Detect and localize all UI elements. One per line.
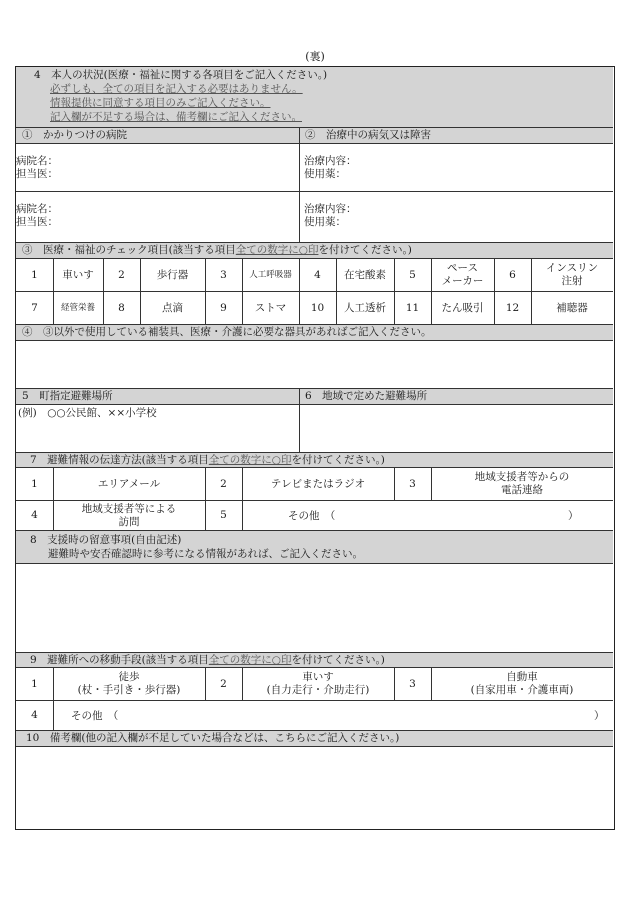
town-evac-header: 5 町指定避難場所 bbox=[22, 390, 113, 402]
section4-header bbox=[16, 67, 613, 127]
section9-row-1: 1 徒歩 (杖・手引き・歩行器) 2 車いす (自力走行・介助走行) 3 自動車 (自家用車・介護車両) bbox=[16, 667, 613, 700]
evac-header-row bbox=[16, 388, 613, 404]
check-label: 車いす bbox=[62, 268, 94, 281]
check-label: 在宅酸素 bbox=[344, 268, 386, 281]
local-evac-header: 6 地域で定めた避難場所 bbox=[305, 390, 428, 402]
check-num: 11 bbox=[405, 301, 420, 314]
hospital-name-label: 病院名： bbox=[16, 203, 58, 215]
hospital-header: ① かかりつけの病院 bbox=[22, 129, 127, 141]
check-num: 1 bbox=[31, 268, 38, 281]
check-num: 3 bbox=[220, 268, 227, 281]
hospital-entry-2 bbox=[16, 191, 613, 242]
medicine-label: 使用薬： bbox=[304, 168, 346, 180]
check-num: 10 bbox=[310, 301, 325, 314]
check-label: 点滴 bbox=[162, 301, 183, 314]
check-label: たん吸引 bbox=[441, 301, 484, 314]
form-frame bbox=[15, 66, 615, 830]
check-row-2 bbox=[16, 291, 613, 324]
check-num: 7 bbox=[31, 301, 38, 314]
evac-entry bbox=[16, 404, 613, 452]
section10-header: 10 備考欄(他の記入欄が不足していた場合などは、こちらにご記入ください。) bbox=[16, 730, 613, 746]
hospital-header-row bbox=[16, 127, 613, 143]
doctor-label: 担当医： bbox=[16, 216, 58, 228]
equipment-entry bbox=[16, 340, 613, 388]
section4-note-3: 記入欄が不足する場合は、備考欄にご記入ください。 bbox=[50, 111, 302, 123]
check-row-1 bbox=[16, 258, 613, 291]
page-title: (裏) bbox=[305, 50, 325, 63]
section4-title: 4 本人の状況(医療・福祉に関する各項目をご記入ください。) bbox=[34, 69, 328, 81]
treatment-label: 治療内容： bbox=[304, 203, 357, 215]
check-label: ストマ bbox=[254, 301, 287, 314]
section4-note-2: 情報提供に同意する項目のみご記入ください。 bbox=[50, 97, 271, 109]
section8-entry bbox=[16, 563, 613, 652]
check-label: 補聴器 bbox=[556, 301, 588, 314]
treatment-label: 治療内容： bbox=[304, 155, 357, 167]
section7-header: 7 避難情報の伝達方法(該当する項目全ての数字に○印を付けてください。) bbox=[16, 452, 613, 467]
evac-example: (例) ○○公民館、××小学校 bbox=[18, 407, 157, 419]
check-label: 人工透析 bbox=[344, 301, 386, 314]
check-label: 歩行器 bbox=[156, 268, 189, 281]
medicine-label: 使用薬： bbox=[304, 216, 346, 228]
doctor-label: 担当医： bbox=[16, 168, 58, 180]
section9-row-2: 4 その他 （ ） bbox=[16, 700, 613, 730]
section10-entry bbox=[16, 746, 613, 829]
section9-header: 9 避難所への移動手段(該当する項目全ての数字に○印を付けてください。) bbox=[16, 652, 613, 667]
check-num: 6 bbox=[509, 268, 516, 281]
hospital-name-label: 病院名： bbox=[16, 155, 58, 167]
check-num: 5 bbox=[409, 268, 416, 281]
check-num: 4 bbox=[314, 268, 321, 281]
check-num: 2 bbox=[118, 268, 125, 281]
check-num: 12 bbox=[505, 301, 520, 314]
check-header: ③ 医療・福祉のチェック項目(該当する項目全ての数字に○印を付けてください。) bbox=[16, 242, 613, 258]
section4-note-1: 必ずしも、全ての項目を記入する必要はありません。 bbox=[50, 83, 303, 95]
check-label: ペース メーカー bbox=[441, 262, 484, 287]
illness-header: ② 治療中の病気又は障害 bbox=[305, 129, 431, 141]
section7-row-2: 4 地域支援者等による 訪問 5 その他 （ ） bbox=[16, 500, 613, 530]
section8-header: 8 支援時の留意事項(自由記述) 避難時や安否確認時に参考になる情報があれば、ご記入ください。 bbox=[16, 530, 613, 563]
check-num: 8 bbox=[118, 301, 125, 314]
check-label: 経管栄養 bbox=[60, 302, 95, 313]
check-label: インスリン 注射 bbox=[545, 262, 599, 287]
equipment-header: ④ ③以外で使用している補装具、医療・介護に必要な器具があればご記入ください。 bbox=[16, 324, 613, 340]
hospital-entry-1 bbox=[16, 143, 613, 191]
check-num: 9 bbox=[220, 301, 227, 314]
section7-row-1: 1 エリアメール 2 テレビまたはラジオ 3 地域支援者等からの 電話連絡 bbox=[16, 467, 613, 500]
check-label: 人工呼吸器 bbox=[249, 269, 292, 280]
